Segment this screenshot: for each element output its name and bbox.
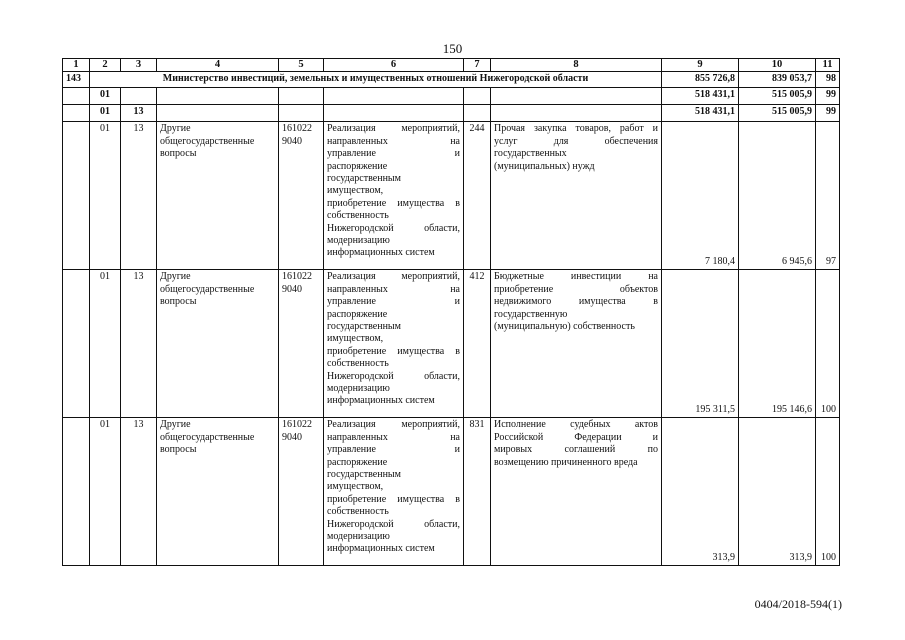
subsection-code: 13 [121, 122, 157, 270]
text-line: распоряжение [327, 160, 388, 172]
section-value-11: 99 [816, 105, 840, 122]
section-value-10: 515 005,9 [739, 88, 816, 105]
text-line: имуществом, [327, 481, 384, 493]
text-line: (муниципальных) нужд [494, 160, 595, 172]
section-value-11: 99 [816, 88, 840, 105]
text-line: 9040 [282, 431, 302, 443]
page-number: 150 [442, 41, 463, 56]
text-line: направленных на [327, 431, 460, 443]
text-line: государственным [327, 173, 401, 185]
section-value-10: 515 005,9 [739, 105, 816, 122]
subsection-code [121, 88, 157, 105]
section-code: 01 [90, 418, 121, 566]
text-line: мировых соглашений по [494, 444, 658, 456]
text-line: вопросы [160, 296, 197, 308]
text-line: (муниципальную) собственность [494, 321, 635, 333]
value-9: 195 311,5 [662, 270, 739, 418]
text-line: Другие [160, 123, 191, 135]
expense-type-name [491, 122, 662, 270]
text-line: 9040 [282, 283, 302, 295]
header-cell: 1 [63, 59, 90, 72]
text-line: государственным [327, 469, 401, 481]
empty-cell [63, 122, 90, 270]
target-article-code [279, 418, 324, 566]
header-cell: 6 [324, 59, 464, 72]
text-line: государственных [494, 148, 567, 160]
text-line: Исполнение судебных актов [494, 419, 658, 431]
text-line: Другие [160, 271, 191, 283]
ministry-value-10: 839 053,7 [739, 72, 816, 88]
text-line: распоряжение [327, 308, 388, 320]
text-line: государственным [327, 321, 401, 333]
value-11: 97 [816, 122, 840, 270]
text-line: Нижегородской области, [327, 518, 460, 530]
header-cell: 4 [157, 59, 279, 72]
table-row [63, 270, 840, 418]
text-line: модернизацию [327, 531, 390, 543]
section-row [63, 88, 840, 105]
value-9: 313,9 [662, 418, 739, 566]
text-line: государственную [494, 308, 568, 320]
text-line: общегосударственные [160, 135, 255, 147]
text-line: информационных систем [327, 247, 435, 259]
text-line: направленных на [327, 135, 460, 147]
value-10: 313,9 [739, 418, 816, 566]
text-line: собственность [327, 358, 389, 370]
value-11: 100 [816, 418, 840, 566]
text-line: имуществом, [327, 333, 384, 345]
empty-cell [63, 270, 90, 418]
target-article-code [279, 270, 324, 418]
header-row [63, 59, 840, 72]
target-article-name [324, 270, 464, 418]
text-line: информационных систем [327, 395, 435, 407]
text-line: вопросы [160, 444, 197, 456]
text-line: модернизацию [327, 235, 390, 247]
ministry-value-9: 855 726,8 [662, 72, 739, 88]
text-line: Прочая закупка товаров, работ и [494, 123, 658, 135]
text-line: собственность [327, 210, 389, 222]
text-line: распоряжение [327, 456, 388, 468]
header-cell: 2 [90, 59, 121, 72]
table-row [63, 418, 840, 566]
text-line: модернизацию [327, 383, 390, 395]
section-code: 01 [90, 88, 121, 105]
budget-table [62, 58, 840, 566]
header-cell: 11 [816, 59, 840, 72]
section-value-9: 518 431,1 [662, 88, 739, 105]
section-name [157, 122, 279, 270]
table-row [63, 122, 840, 270]
text-line: информационных систем [327, 543, 435, 555]
expense-type-code: 244 [464, 122, 491, 270]
ministry-row [63, 72, 840, 88]
text-line: управление и [327, 296, 460, 308]
header-cell: 10 [739, 59, 816, 72]
text-line: услуг для обеспечения [494, 135, 658, 147]
text-line: Нижегородской области, [327, 370, 460, 382]
value-10: 6 945,6 [739, 122, 816, 270]
document-id: 0404/2018-594(1) [754, 597, 842, 611]
section-value-9: 518 431,1 [662, 105, 739, 122]
text-line: общегосударственные [160, 431, 255, 443]
text-line: Российской Федерации и [494, 431, 658, 443]
empty-cell [63, 418, 90, 566]
target-article-name [324, 122, 464, 270]
text-line: 9040 [282, 135, 302, 147]
subsection-code: 13 [121, 105, 157, 122]
text-line: Другие [160, 419, 191, 431]
text-line: Нижегородской области, [327, 222, 460, 234]
subsection-code: 13 [121, 270, 157, 418]
text-line: приобретение имущества в [327, 493, 460, 505]
text-line: 161022 [282, 271, 312, 283]
header-cell: 9 [662, 59, 739, 72]
value-10: 195 146,6 [739, 270, 816, 418]
value-9: 7 180,4 [662, 122, 739, 270]
section-name [157, 270, 279, 418]
text-line: Реализация мероприятий, [327, 271, 460, 283]
text-line: вопросы [160, 148, 197, 160]
header-cell: 8 [491, 59, 662, 72]
expense-type-name [491, 270, 662, 418]
expense-type-code: 831 [464, 418, 491, 566]
text-line: Бюджетные инвестиции на [494, 271, 658, 283]
text-line: направленных на [327, 283, 460, 295]
text-line: 161022 [282, 123, 312, 135]
text-line: 161022 [282, 419, 312, 431]
text-line: общегосударственные [160, 283, 255, 295]
section-code: 01 [90, 122, 121, 270]
text-line: собственность [327, 506, 389, 518]
expense-type-code: 412 [464, 270, 491, 418]
section-code: 01 [90, 105, 121, 122]
header-cell: 7 [464, 59, 491, 72]
text-line: управление и [327, 444, 460, 456]
text-line: Реализация мероприятий, [327, 123, 460, 135]
ministry-name: Министерство инвестиций, земельных и имущественных отношений Нижегородской области [90, 72, 662, 88]
header-cell: 5 [279, 59, 324, 72]
text-line: приобретение имущества в [327, 197, 460, 209]
value-11: 100 [816, 270, 840, 418]
section-code: 01 [90, 270, 121, 418]
text-line: приобретение имущества в [327, 345, 460, 357]
target-article-code [279, 122, 324, 270]
table-body [63, 59, 840, 566]
text-line: возмещению причиненного вреда [494, 456, 638, 468]
text-line: приобретение объектов [494, 283, 658, 295]
ministry-value-11: 98 [816, 72, 840, 88]
subsection-code: 13 [121, 418, 157, 566]
expense-type-name [491, 418, 662, 566]
header-cell: 3 [121, 59, 157, 72]
target-article-name [324, 418, 464, 566]
section-name [157, 418, 279, 566]
text-line: управление и [327, 148, 460, 160]
text-line: недвижимого имущества в [494, 296, 658, 308]
text-line: Реализация мероприятий, [327, 419, 460, 431]
ministry-code: 143 [63, 72, 90, 88]
text-line: имуществом, [327, 185, 384, 197]
section-row [63, 105, 840, 122]
